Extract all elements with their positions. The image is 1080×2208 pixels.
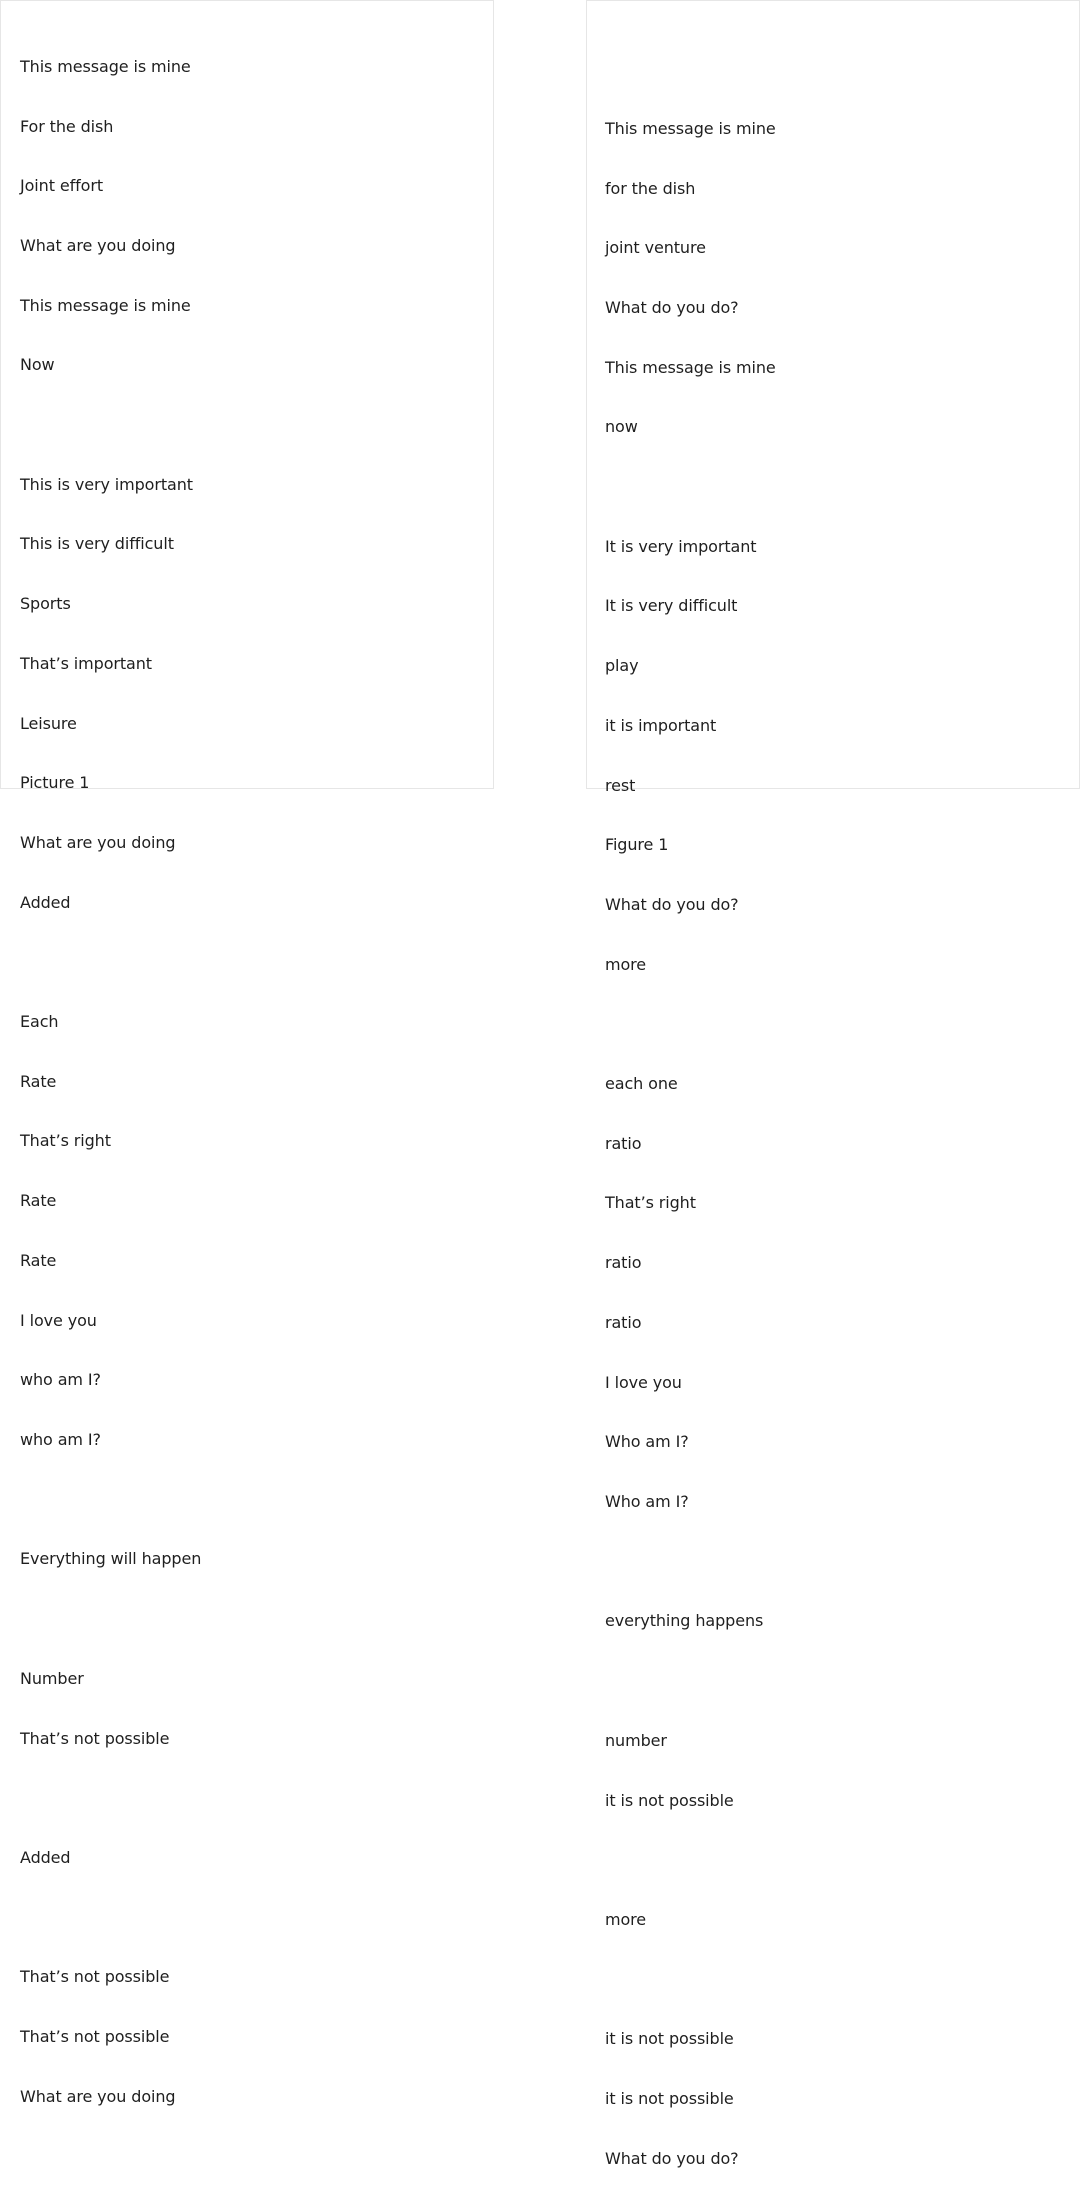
text-line: it is not possible <box>605 2089 734 2109</box>
text-line: Rate <box>20 1191 57 1211</box>
right-document-text <box>605 79 776 2208</box>
text-line: That’s right <box>20 1131 111 1151</box>
text-line: ratio <box>605 1253 642 1273</box>
text-line: This message is mine <box>605 118 776 138</box>
text-line: Picture 1 <box>20 773 90 793</box>
text-line: it is important <box>605 715 717 735</box>
text-line: ratio <box>605 1312 642 1332</box>
text-line: What are you doing <box>20 2086 176 2106</box>
text-line: What do you do? <box>605 2148 739 2168</box>
text-line: rest <box>605 775 636 795</box>
text-line: who am I? <box>20 1370 101 1390</box>
text-line: now <box>605 417 638 437</box>
text-line: Now <box>20 355 55 375</box>
text-line: joint venture <box>605 238 706 258</box>
text-line: That’s right <box>605 1193 696 1213</box>
text-line: Figure 1 <box>605 835 669 855</box>
text-line: I love you <box>605 1372 682 1392</box>
text-line: This is very important <box>20 474 193 494</box>
text-line: Everything will happen <box>20 1549 202 1569</box>
text-line: Who am I? <box>605 1491 689 1511</box>
text-line: What do you do? <box>605 894 739 914</box>
right-document-page <box>586 0 1080 2168</box>
blank-line <box>605 1850 776 1870</box>
text-line: It is very difficult <box>605 596 738 616</box>
text-line: Leisure <box>20 713 77 733</box>
text-line: it is not possible <box>605 2029 734 2049</box>
text-line: Rate <box>20 1250 57 1270</box>
text-line: Who am I? <box>605 1432 689 1452</box>
blank-line <box>20 952 201 972</box>
text-line: That’s not possible <box>20 1967 170 1987</box>
blank-line <box>20 415 201 435</box>
text-line: for the dish <box>605 178 696 198</box>
left-document-page <box>0 0 494 2106</box>
text-line: Number <box>20 1668 84 1688</box>
blank-line <box>20 1908 201 1928</box>
blank-line <box>605 477 776 497</box>
text-line: ratio <box>605 1133 642 1153</box>
text-line: For the dish <box>20 116 114 136</box>
text-line: each one <box>605 1074 678 1094</box>
text-line: Sports <box>20 594 71 614</box>
text-line: play <box>605 656 639 676</box>
text-line: number <box>605 1730 667 1750</box>
blank-line <box>20 1609 201 1629</box>
text-line: who am I? <box>20 1429 101 1449</box>
blank-line <box>605 1671 776 1691</box>
text-line: What are you doing <box>20 832 176 852</box>
text-line: Added <box>20 1847 71 1867</box>
text-line: That’s important <box>20 653 152 673</box>
text-line: This message is mine <box>20 56 191 76</box>
text-line: I love you <box>20 1310 97 1330</box>
left-document-text <box>20 17 201 2146</box>
text-line: it is not possible <box>605 1790 734 1810</box>
text-line: That’s not possible <box>20 1728 170 1748</box>
text-line: Rate <box>20 1071 57 1091</box>
text-line: Added <box>20 892 71 912</box>
text-line: What are you doing <box>20 235 176 255</box>
text-line: This message is mine <box>605 357 776 377</box>
blank-line <box>605 1970 776 1990</box>
text-line: more <box>605 954 647 974</box>
text-line: more <box>605 1909 647 1929</box>
blank-line <box>20 1788 201 1808</box>
text-line: Each <box>20 1012 59 1032</box>
text-line: What do you do? <box>605 297 739 317</box>
text-line: everything happens <box>605 1611 764 1631</box>
blank-line <box>605 1552 776 1572</box>
blank-line <box>605 1014 776 1034</box>
text-line: This is very difficult <box>20 534 174 554</box>
text-line: Joint effort <box>20 176 104 196</box>
text-line: This message is mine <box>20 295 191 315</box>
text-line: That’s not possible <box>20 2027 170 2047</box>
text-line: It is very important <box>605 536 757 556</box>
blank-line <box>20 1490 201 1510</box>
